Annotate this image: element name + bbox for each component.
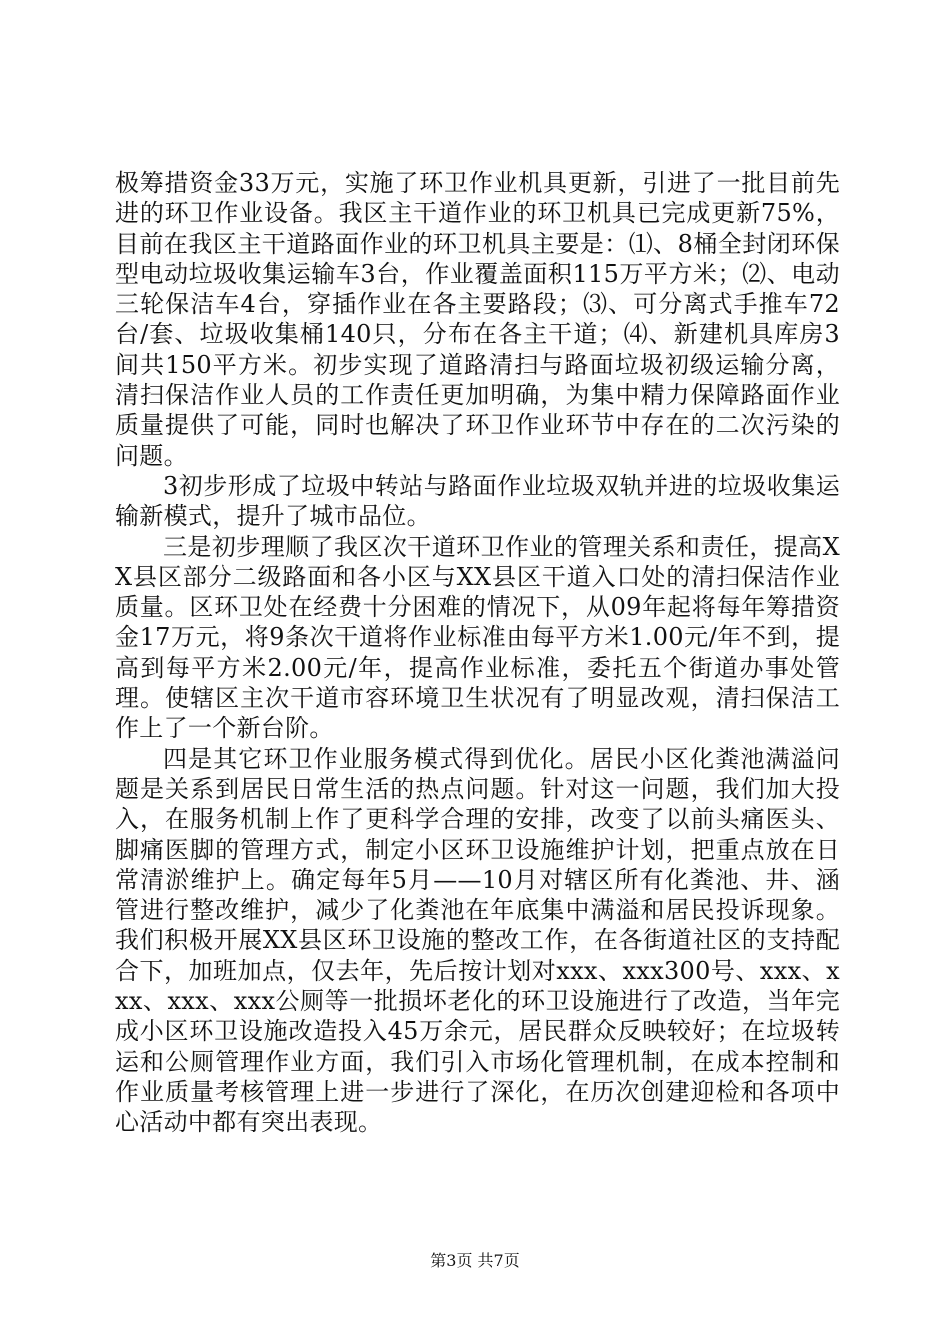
page-footer: [0, 1248, 950, 1271]
page-number-label: 第3页 共7页: [430, 1251, 520, 1270]
paragraph-service-optimization: 四是其它环卫作业服务模式得到优化。居民小区化粪池满溢问题是关系到居民日常生活的热点问题。针对这一问题，我们加大投入，在服务机制上作了更科学合理的安排，改变了以前头痛医头、脚痛医脚的管理方式，制定小区环卫设施维护计划，把重点放在日常清淤维护上。确定每年5月——10月对辖区所有化粪池、井、涵管进行整改维护，减少了化粪池在年底集中满溢和居民投诉现象。我们积极开展XX县区环卫设施的整改工作，在各街道社区的支持配合下，加班加点，仅去年，先后按计划对xxx、xxx300号、xxx、xxx、xxx、xxx公厕等一批损坏老化的环卫设施进行了改造，当年完成小区环卫设施改造投入45万余元，居民群众反映较好；在垃圾转运和公厕管理作业方面，我们引入市场化管理机制，在成本控制和作业质量考核管理上进一步进行了深化，在历次创建迎检和各项中心活动中都有突出表现。: [115, 744, 840, 1137]
paragraph-secondary-roads: 三是初步理顺了我区次干道环卫作业的管理关系和责任，提高XX县区部分二级路面和各小区与XX县区干道入口处的清扫保洁作业质量。区环卫处在经费十分困难的情况下，从09年起将每年筹措资金17万元，将9条次干道将作业标准由每平方米1.00元/年不到，提高到每平方米2.00元/年，提高作业标准，委托五个街道办事处管理。使辖区主次干道市容环境卫生状况有了明显改观，清扫保洁工作上了一个新台阶。: [115, 532, 840, 743]
paragraph-equipment-update: 极筹措资金33万元，实施了环卫作业机具更新，引进了一批目前先进的环卫作业设备。我区主干道作业的环卫机具已完成更新75%，目前在我区主干道路面作业的环卫机具主要是：⑴、8桶全封闭环保型电动垃圾收集运输车3台，作业覆盖面积115万平方米；⑵、电动三轮保洁车4台，穿插作业在各主要路段；⑶、可分离式手推车72台/套、垃圾收集桶140只，分布在各主干道；⑷、新建机具库房3间共150平方米。初步实现了道路清扫与路面垃圾初级运输分离，清扫保洁作业人员的工作责任更加明确，为集中精力保障路面作业质量提供了可能，同时也解决了环卫作业环节中存在的二次污染的问题。: [115, 169, 840, 470]
paragraph-transfer-model: 3初步形成了垃圾中转站与路面作业垃圾双轨并进的垃圾收集运输新模式，提升了城市品位。: [115, 471, 840, 531]
document-body: [115, 168, 840, 1138]
